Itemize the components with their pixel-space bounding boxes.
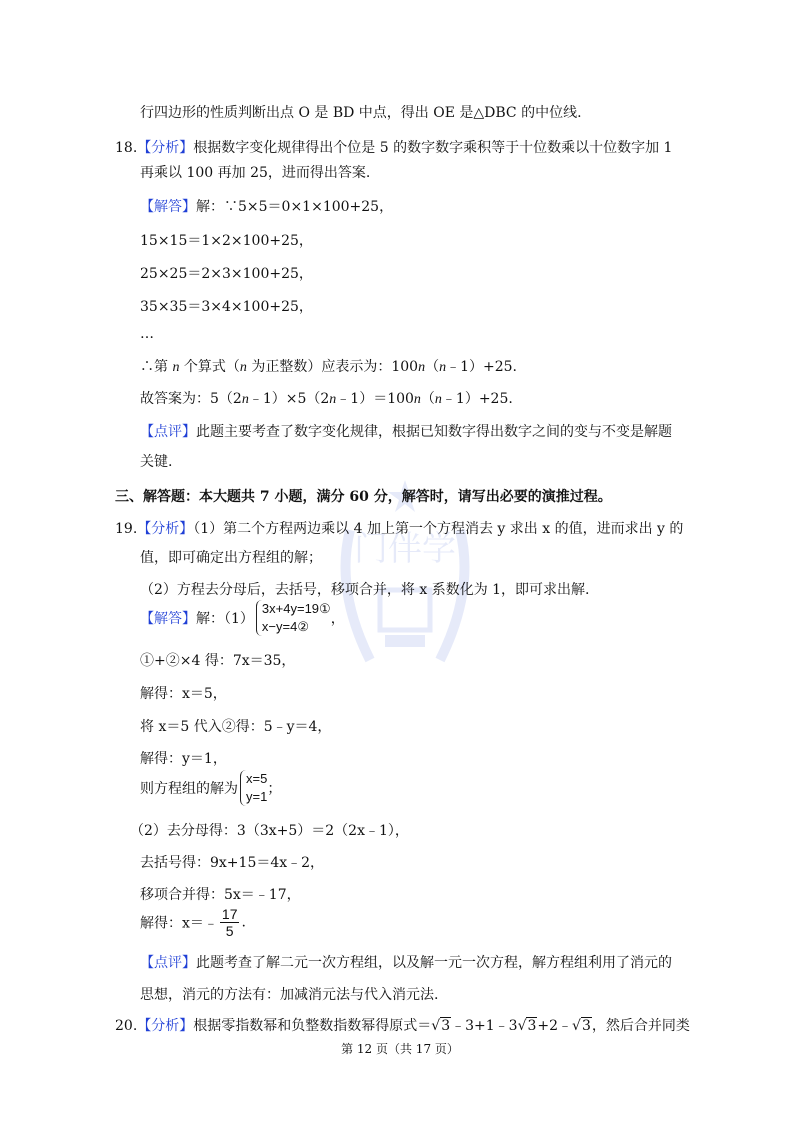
q18-number: 18. [115,140,138,156]
q19-comment-tag: 【点评】 [140,955,196,971]
q19-comment-line2: 思想，消元的方法有：加减消元法与代入消元法. [140,987,439,1003]
q19-number: 19. [115,521,138,537]
q19-step4: 解得：y＝1， [140,751,227,767]
q19-step2: 解得：x＝5， [140,686,227,702]
q19-analysis-text: （1）第二个方程两边乘以 4 加上第一个方程消去 y 求出 x 的值，进而求出 y 的 [193,521,684,537]
solution-brace: x=5 y=1 [240,770,267,806]
q19-step1: ①+②×4 得：7x＝35， [140,653,296,669]
q18-analysis-tag: 【分析】 [137,140,194,156]
q19-analysis-line3: （2）方程去分母后，去括号，移项合并，将 x 系数化为 1，即可求出解. [140,582,590,598]
system-eq1: 3x+4y=19① [261,601,331,616]
q20-analysis-line1: 20.【分析】根据零指数幂和负整数指数幂得原式＝√3﹣3+1﹣3√3+2﹣√3，然后合并同类 [115,1018,690,1034]
q18-answer-tag: 【解答】 [140,199,196,215]
q18-comment-tag: 【点评】 [140,424,196,440]
q18-final-answer: 故答案为：5（2n﹣1）×5（2n﹣1）＝100n（n﹣1）+25. [140,391,513,407]
page-footer: 第 12 页（共 17 页） [341,1042,459,1056]
q18-analysis-text: 根据数字变化规律得出个位是 5 的数字数字乘积等于十位数乘以十位数字加 1 [193,140,673,156]
q20-analysis-tag: 【分析】 [137,1018,194,1034]
q19-comment-text: 此题考查了解二元一次方程组，以及解一元一次方程，解方程组利用了消元的 [196,955,672,971]
q18-ellipsis: … [140,326,154,342]
q19-analysis-line2: 值，即可确定出方程组的解； [140,550,322,566]
q18-equation-2: 15×15＝1×2×100+25， [140,233,313,249]
q19-part2-step4: 解得：x＝﹣ $\frac{17}{5}$ . [140,906,246,939]
fraction: $\frac{17}{5}$ [221,906,238,939]
q18-equation-4: 35×35＝3×4×100+25， [140,299,313,315]
q18-analysis-line2: 再乘以 100 再加 25，进而得出答案. [140,165,371,181]
q19-analysis-tag: 【分析】 [137,521,194,537]
q18-equation-3: 25×25＝2×3×100+25， [140,266,313,282]
q18-analysis-line1 [115,138,672,158]
q19-step3: 将 x＝5 代入②得：5﹣y＝4， [140,719,332,735]
section-3-title: 三、解答题：本大题共 7 小题，满分 60 分，解答时，请写出必要的演推过程。 [115,489,612,505]
equation-system-brace [256,600,331,636]
q19-solution: 则方程组的解为 x=5 y=1 ； [140,771,282,804]
q19-answer-system: 【解答】解：（1） 3x+4y=19① x−y=4② ， [140,601,345,634]
prev-solution-tail: 行四边形的性质判断出点 O 是 BD 中点，得出 OE 是△DBC 的中位线. [140,105,582,121]
q19-analysis-line1 [115,519,683,539]
q18-comment-line1 [140,422,672,442]
q18-answer-text: 解：∵5×5＝0×1×100+25， [196,199,394,215]
q18-answer-line1 [140,197,393,217]
watermark-text: 门伴学 [354,529,456,569]
q19-part2-step2: 去括号得：9x+15＝4x﹣2， [140,855,325,871]
q19-answer-tag: 【解答】 [140,611,196,627]
system-eq2: x−y=4② [261,619,309,634]
q18-general-formula: ∴第 n 个算式（n 为正整数）应表示为：100n（n﹣1）+25. [140,359,517,375]
q18-comment-text: 此题主要考查了数字变化规律，根据已知数字得出数字之间的变与不变是解题 [196,424,672,440]
q19-part2-step1: （2）去分母得：3（3x+5）＝2（2x﹣1）， [130,823,409,839]
q20-number: 20. [115,1018,138,1034]
q19-comment-line1 [140,953,672,973]
q18-comment-line2: 关键. [140,454,173,470]
q19-part2-step3: 移项合并得：5x＝﹣17， [140,887,301,903]
